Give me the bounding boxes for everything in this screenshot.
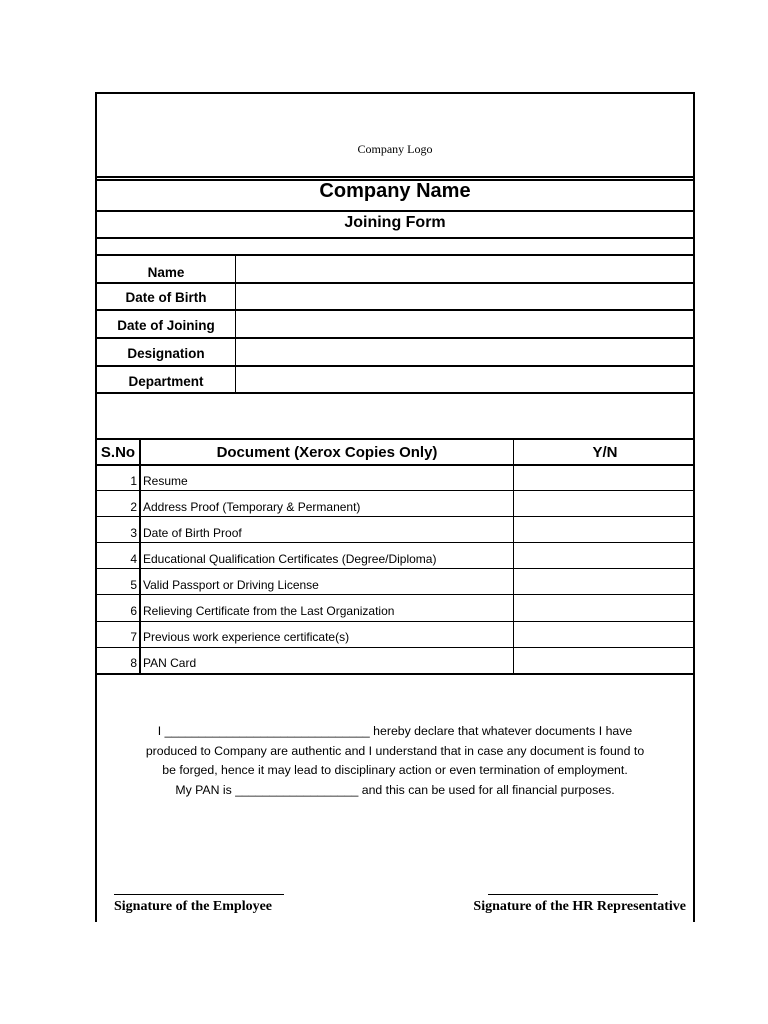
- row-sno: 1: [130, 474, 137, 488]
- row-yn-cell[interactable]: [515, 648, 695, 673]
- row-yn-cell[interactable]: [515, 543, 695, 568]
- row-yn-cell[interactable]: [515, 466, 695, 490]
- hr-signature-label: Signature of the HR Representative: [473, 899, 686, 914]
- field-label-name: Name: [147, 265, 185, 280]
- row-sno: 2: [130, 500, 137, 514]
- row-document: Relieving Certificate from the Last Organization: [143, 604, 395, 618]
- row-document: Address Proof (Temporary & Permanent): [143, 500, 361, 514]
- table-header-yn: Y/N: [592, 444, 618, 461]
- hr-signature-line[interactable]: [488, 894, 658, 895]
- row-sno: 7: [130, 630, 137, 644]
- row-document: PAN Card: [143, 656, 197, 670]
- row-sno: 4: [130, 552, 137, 566]
- table-bottom-border: [97, 673, 693, 675]
- employee-signature-line[interactable]: [114, 894, 284, 895]
- row-sno: 5: [130, 578, 137, 592]
- employee-signature-label: Signature of the Employee: [114, 899, 273, 914]
- table-header-document: Document (Xerox Copies Only): [216, 444, 438, 461]
- row-yn-cell[interactable]: [515, 569, 695, 594]
- table-column-divider: [139, 438, 141, 674]
- table-column-divider: [513, 438, 514, 674]
- date-of-birth-field[interactable]: [237, 282, 693, 309]
- declaration-line: be forged, hence it may lead to disciplinary action or even termination of employment.: [162, 763, 628, 777]
- row-yn-cell[interactable]: [515, 622, 695, 647]
- row-document: Resume: [143, 474, 188, 488]
- name-field[interactable]: [237, 254, 693, 282]
- divider: [97, 210, 693, 212]
- row-sno: 6: [130, 604, 137, 618]
- field-label-department: Department: [128, 374, 204, 389]
- declaration: [107, 722, 683, 800]
- declaration-line: My PAN is __________________ and this can be used for all financial purposes.: [175, 782, 615, 797]
- divider: [97, 176, 693, 178]
- divider: [97, 237, 693, 239]
- field-column-divider: [235, 254, 236, 392]
- row-document: Educational Qualification Certificates (Degree/Diploma): [143, 552, 437, 566]
- joining-form: [95, 92, 695, 922]
- row-yn-cell[interactable]: [515, 517, 695, 542]
- row-yn-cell[interactable]: [515, 491, 695, 516]
- company-name: Company Name: [319, 180, 471, 202]
- row-document: Valid Passport or Driving License: [143, 578, 319, 592]
- declaration-line: I ______________________________ hereby declare that whatever documents I have: [157, 724, 633, 738]
- row-sno: 3: [130, 526, 137, 540]
- form-title: Joining Form: [344, 214, 446, 231]
- table-header-sno: S.No: [100, 444, 136, 461]
- date-of-joining-field[interactable]: [237, 309, 693, 337]
- row-sno: 8: [130, 656, 137, 670]
- field-label-date-of-joining: Date of Joining: [117, 318, 215, 333]
- row-document: Date of Birth Proof: [143, 526, 242, 540]
- company-logo-placeholder: Company Logo: [357, 142, 433, 156]
- field-label-designation: Designation: [127, 346, 205, 361]
- designation-field[interactable]: [237, 337, 693, 365]
- divider: [97, 392, 693, 394]
- field-label-date-of-birth: Date of Birth: [125, 290, 207, 305]
- row-yn-cell[interactable]: [515, 595, 695, 620]
- department-field[interactable]: [237, 365, 693, 392]
- table-top-border: [97, 438, 693, 440]
- declaration-line: produced to Company are authentic and I understand that in case any document is found to: [145, 743, 645, 758]
- row-document: Previous work experience certificate(s): [143, 630, 350, 644]
